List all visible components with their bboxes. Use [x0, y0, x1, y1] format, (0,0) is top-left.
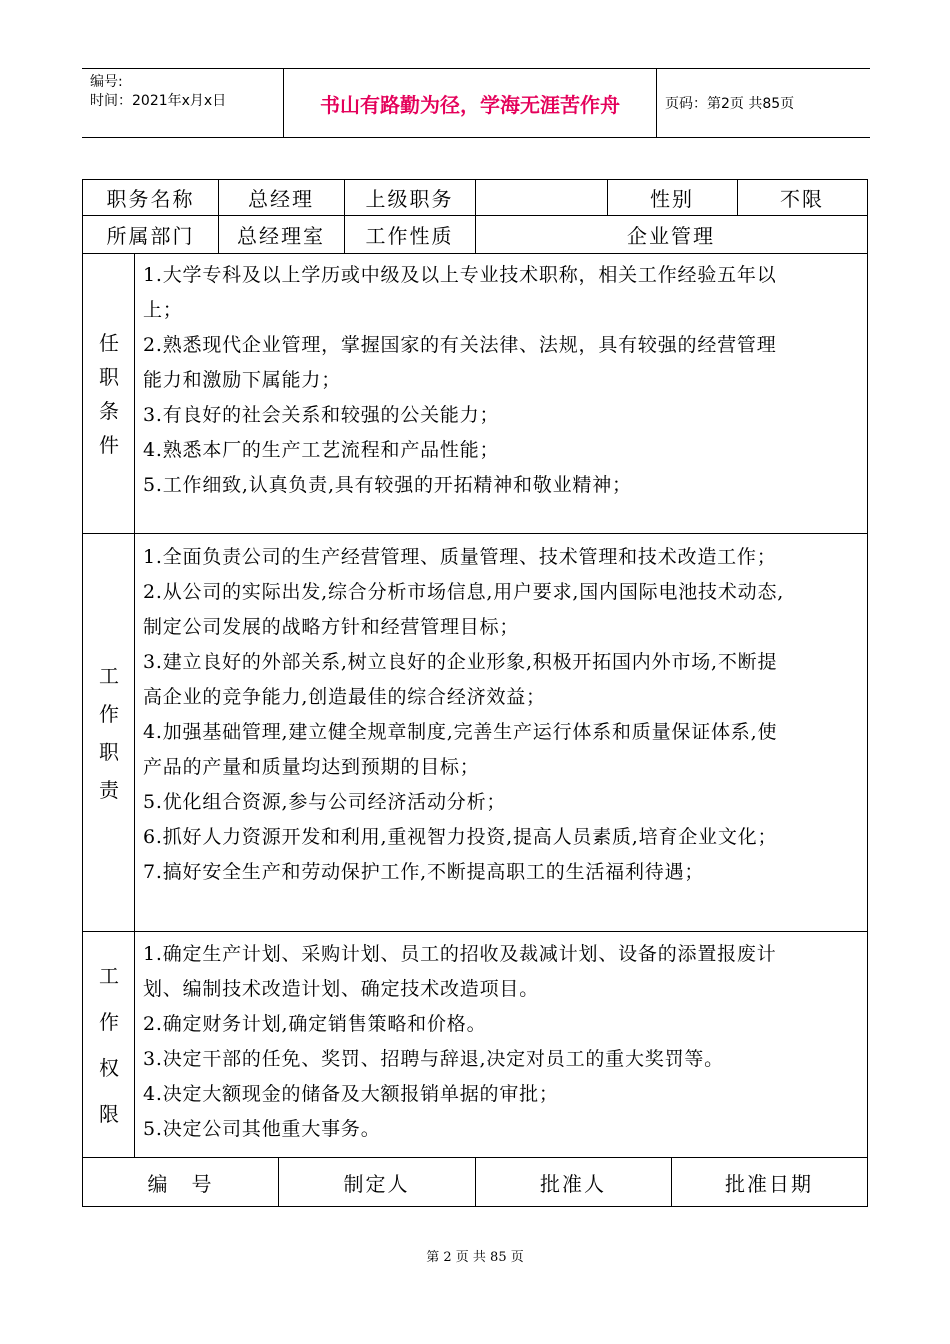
serial-number-label: 编 号 [147, 1171, 214, 1196]
list-item: 4.决定大额现金的储备及大额报销单据的审批； [143, 1083, 559, 1105]
approver-label: 批准人 [540, 1171, 606, 1196]
header-date: 时间：2021年x月x日 [90, 93, 227, 109]
label-char: 作 [99, 1009, 119, 1034]
list-item: 1.全面负责公司的生产经营管理、质量管理、技术管理和技术改造工作； [143, 546, 777, 568]
department-label: 所属部门 [106, 224, 195, 248]
label-char: 职 [99, 364, 119, 389]
job-description-table [82, 179, 868, 1207]
label-char: 任 [99, 330, 119, 355]
list-item: 高企业的竞争能力,创造最佳的综合经济效益； [143, 686, 546, 708]
author-label: 制定人 [343, 1171, 410, 1196]
list-item: 6.抓好人力资源开发和利用,重视智力投资,提高人员素质,培育企业文化； [143, 826, 778, 848]
header-number-label: 编号: [90, 74, 123, 90]
approval-date-label: 批准日期 [725, 1171, 813, 1196]
list-item: 2.从公司的实际出发,综合分析市场信息,用户要求,国内国际电池技术动态, [143, 581, 785, 603]
position-title-value: 总经理 [248, 187, 314, 211]
list-item: 2.确定财务计划,确定销售策略和价格。 [143, 1013, 487, 1035]
gender-label: 性别 [650, 187, 694, 211]
page-footer: 第 2 页 共 85 页 [426, 1250, 524, 1265]
list-item: 划、编制技术改造计划、确定技术改造项目。 [143, 978, 540, 1000]
qualifications-label [83, 254, 135, 533]
list-item: 7.搞好安全生产和劳动保护工作,不断提高职工的生活福利待遇； [143, 861, 705, 883]
work-nature-label: 工作性质 [365, 224, 454, 248]
list-item: 产品的产量和质量均达到预期的目标； [143, 756, 480, 778]
list-item: 5.工作细致,认真负责,具有较强的开拓精神和敬业精神； [143, 474, 632, 496]
authority-label [83, 932, 135, 1157]
superior-position-label: 上级职务 [365, 187, 454, 211]
list-item: 5.决定公司其他重大事务。 [143, 1118, 381, 1140]
list-item: 1.确定生产计划、采购计划、员工的招收及裁减计划、设备的添置报废计 [143, 943, 777, 965]
qualifications-content [143, 258, 865, 503]
superior-position-value [475, 180, 607, 215]
list-item: 1.大学专科及以上学历或中级及以上专业技术职称，相关工作经验五年以 [143, 264, 777, 286]
list-item: 制定公司发展的战略方针和经营管理目标； [143, 616, 520, 638]
list-item: 3.建立良好的外部关系,树立良好的企业形象,积极开拓国内外市场,不断提 [143, 651, 778, 673]
header-divider [656, 69, 657, 137]
label-char: 权 [99, 1055, 119, 1080]
work-nature-value: 企业管理 [627, 224, 715, 248]
header-divider [283, 69, 284, 137]
header-page-info: 页码：第2页 共85页 [665, 96, 795, 112]
row-divider [83, 253, 867, 254]
list-item: 能力和激励下属能力； [143, 369, 342, 391]
row-divider [83, 533, 867, 534]
label-char: 件 [99, 432, 119, 457]
list-item: 3.有良好的社会关系和较强的公关能力； [143, 404, 500, 426]
department-value: 总经理室 [237, 224, 325, 248]
label-char: 作 [99, 701, 119, 726]
list-item: 4.熟悉本厂的生产工艺流程和产品性能； [143, 439, 500, 461]
label-char: 条 [99, 398, 119, 423]
authority-content [143, 937, 865, 1147]
header-motto: 书山有路勤为径，学海无涯苦作舟 [320, 92, 620, 117]
label-char: 工 [99, 963, 119, 988]
list-item: 4.加强基础管理,建立健全规章制度,完善生产运行体系和质量保证体系,使 [143, 721, 778, 743]
list-item: 3.决定干部的任免、奖罚、招聘与辞退,决定对员工的重大奖罚等。 [143, 1048, 724, 1070]
label-char: 责 [99, 777, 119, 802]
document-header [82, 68, 870, 138]
label-char: 工 [99, 663, 119, 688]
label-char: 职 [99, 739, 119, 764]
gender-value: 不限 [780, 187, 824, 211]
list-item: 2.熟悉现代企业管理，掌握国家的有关法律、法规，具有较强的经营管理 [143, 334, 777, 356]
list-item: 5.优化组合资源,参与公司经济活动分析； [143, 791, 507, 813]
header-meta [90, 73, 226, 111]
position-title-label: 职务名称 [106, 187, 195, 211]
label-char: 限 [99, 1101, 119, 1126]
list-item: 上； [143, 299, 183, 321]
duties-label [83, 534, 135, 931]
row-divider [83, 931, 867, 932]
duties-content [143, 540, 865, 890]
